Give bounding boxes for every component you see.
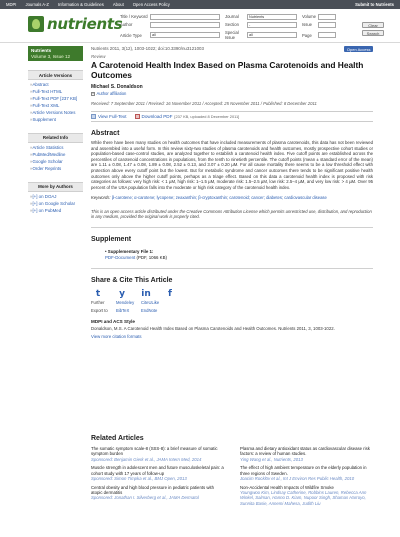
- sidebar-journal-name: Nutrients: [31, 48, 52, 53]
- publication-dates: Received: 7 September 2011 / Revised: 16 November 2011 / Accepted: 25 November 2011 / Published: 8 December 2011: [91, 101, 317, 106]
- submit-link[interactable]: Submit to Nutrients: [355, 2, 394, 7]
- search-label-special-issue: Special Issue: [225, 30, 239, 40]
- abstract-text: While there have been many studies on health outcomes that have included measurements of plasma carotenoids, this data has not been reviewed and assembled into a useful form. In this review sixty-two studies of plasma carotenoids and health outcomes, mostly prospective cohort studies or population-based case-control studies, are analyzed together to establish a carotenoid health index. Five cutoff points are established across the percentiles of carotenoid concentrations in populations, from the tenth to ninetieth percentile. The cutoff points (mean ± standard error of the mean) are 1.11 ± 0.08, 1.47 ± 0.08, 1.89 ± 0.08, 2.52 ± 0.13, and 3.07 ± 0.20 µM. For all cause mortality there seems to be a low threshold effect with protection above every cutoff point but the lowest. But for metabolic syndrome and cancer outcomes there tends to be significant positive health outcomes only above the higher cutoff points, perhaps as a triage effect. Based on this data a carotenoid health index is proposed with risk categories as follows: very high risk: < 1 µM, high risk: 1–1.5 µM, moderate risk: 1.5–2.5 µM, low risk: 2.5–4 µM, and very low risk: > 4 µM. Over 95 percent of the USA population falls into the moderate or high risk category of the carotenoid health index.: [91, 140, 373, 190]
- volume-input[interactable]: [318, 14, 336, 20]
- sidebar-item-pubmed[interactable]: » PubMed/Medline: [28, 152, 83, 159]
- search-button[interactable]: Search: [362, 30, 384, 36]
- clear-button[interactable]: Clear: [362, 22, 384, 28]
- title-keyword-input[interactable]: [150, 14, 220, 20]
- endnote-link[interactable]: EndNote: [141, 307, 158, 313]
- abstract-heading: Abstract: [91, 130, 120, 137]
- related-column-right: [240, 446, 373, 509]
- article-title: A Carotenoid Health Index Based on Plasma Carotenoids and Health Outcomes: [91, 60, 364, 80]
- related-article-item[interactable]: [91, 465, 224, 481]
- search-label-page: Page: [302, 32, 312, 38]
- nav-mdpi[interactable]: MDPI: [6, 2, 17, 7]
- related-column-left: [91, 446, 224, 509]
- supplement-pdf-link[interactable]: PDF-Document: [105, 254, 136, 260]
- special-issue-select[interactable]: all: [247, 32, 297, 38]
- journal-issue-box[interactable]: [28, 46, 83, 61]
- related-article-source: Ying Wang et al., Nutrients, 2013: [240, 456, 303, 462]
- further-label: Further: [91, 299, 105, 305]
- nav-open-access[interactable]: Open Access Policy: [132, 2, 170, 7]
- supplement-item: [105, 249, 373, 261]
- keywords-label: Keywords:: [91, 195, 111, 201]
- sidebar-item-fulltext-pdf[interactable]: » Full-Text PDF [237 KB]: [28, 96, 83, 103]
- related-article-source: Sponsored: Simon Timpka et al., BMJ Open, 2013: [91, 475, 187, 481]
- export-row: [91, 308, 373, 313]
- keywords: [91, 195, 373, 200]
- search-label-title: Title / Keyword: [120, 14, 148, 20]
- related-articles: [91, 435, 373, 509]
- sidebar-item-fulltext-xml[interactable]: » Full-Text XML: [28, 103, 83, 110]
- author-name[interactable]: Michael S. Donaldson: [91, 84, 143, 90]
- journal-select[interactable]: Nutrients: [247, 14, 297, 20]
- related-article-title: Plasma and dietary antioxidant status as cardiovascular disease risk factors: a review of human studies.: [240, 446, 370, 457]
- sidebar-item-google-scholar[interactable]: » Google Scholar: [28, 159, 83, 166]
- share-icons: [93, 289, 373, 299]
- top-nav-bar: [0, 0, 400, 9]
- affiliation-label: Author affiliation: [96, 91, 127, 96]
- keywords-links[interactable]: β-carotene; α-carotene; lycopene; zeaxanthin; β-cryptoxanthin; carotenoid; cancer; diabetes; cardiovascular disease: [111, 195, 327, 201]
- download-pdf-label: Download PDF: [141, 114, 173, 119]
- more-citation-formats-link[interactable]: View more citation formats: [91, 333, 142, 339]
- pdf-size-note: [237 KB, uploaded 8 December 2011]: [174, 114, 240, 119]
- sidebar-item-statistics[interactable]: » Article Statistics: [28, 145, 83, 152]
- header: [0, 9, 400, 43]
- sidebar-item-fulltext-html[interactable]: » Full-Text HTML: [28, 89, 83, 96]
- article-tools: [91, 111, 373, 122]
- article-versions-section: [28, 70, 83, 124]
- related-article-source: Joacim Rocklöv et al., Int J Environ Res Public Health, 2010: [240, 475, 355, 481]
- related-article-source: Sponsored: Jonathan I. Silverberg et al., JAMA Dermatol: [91, 495, 199, 501]
- twitter-icon[interactable]: t: [95, 288, 101, 299]
- share-cite-heading: Share & Cite This Article: [91, 276, 173, 284]
- mendeley-link[interactable]: Mendeley: [116, 299, 135, 305]
- search-label-journal: Journal: [225, 14, 239, 20]
- sidebar-item-doaj[interactable]: » [+] on DOAJ: [28, 194, 83, 201]
- page-input[interactable]: [318, 32, 336, 38]
- nav-journals[interactable]: Journals A-Z: [25, 2, 49, 7]
- related-article-source: Sponsored: Benjamin Gierk et al., JAMA Intern Med, 2014: [91, 456, 202, 462]
- divider: [91, 268, 373, 269]
- nav-information[interactable]: Information & Guidelines: [57, 2, 104, 7]
- related-article-title: The effect of high ambient temperature on the elderly population in three regions of Sweden.: [240, 465, 367, 476]
- sidebar-item-abstract[interactable]: » Abstract: [28, 82, 83, 89]
- sidebar-item-authors-scholar[interactable]: » [+] on Google Scholar: [28, 201, 83, 208]
- sidebar-item-version-notes[interactable]: » Article Versions Notes: [28, 110, 83, 117]
- related-article-title: Non-Accidental Health Impacts of Wildfire Smoke: [240, 484, 334, 490]
- article-type-label: Review: [91, 54, 106, 59]
- article-type-select[interactable]: all: [150, 32, 220, 38]
- more-by-authors-section: [28, 182, 83, 215]
- top-nav: [6, 2, 170, 7]
- article-versions-heading: Article Versions: [28, 70, 83, 80]
- expand-icon: +: [92, 92, 95, 96]
- citation-style-heading: MDPI and ACS Style: [91, 318, 135, 324]
- related-info-heading: Related Info: [28, 133, 83, 143]
- related-info-section: [28, 133, 83, 173]
- logo-icon: [28, 16, 44, 32]
- pdf-icon: [135, 114, 140, 119]
- related-article-item[interactable]: [240, 485, 373, 506]
- section-select[interactable]: -: [247, 22, 297, 28]
- search-label-volume: Volume: [302, 14, 316, 20]
- nav-about[interactable]: About: [112, 2, 124, 7]
- license-text: This is an open access article distributed under the Creative Commons Attribution License which permits unrestricted use, distribution, and reproduction in any medium, provided the original work is properly cited.: [91, 208, 372, 220]
- search-label-author: Author: [120, 22, 133, 28]
- supplement-size: (PDF, 1066 KB): [136, 254, 168, 260]
- view-fulltext-label: View Full-Text: [98, 114, 127, 119]
- sidebar-item-order-reprints[interactable]: » Order Reprints: [28, 166, 83, 173]
- search-form: [120, 13, 390, 41]
- author-input[interactable]: [150, 22, 220, 28]
- left-sidebar: [28, 46, 83, 215]
- search-label-issue: Issue: [302, 22, 313, 28]
- related-article-item[interactable]: [91, 446, 224, 462]
- facebook-icon[interactable]: f: [168, 288, 172, 299]
- google-plus-icon[interactable]: y: [119, 288, 125, 299]
- logo-text: nutrients: [47, 15, 123, 33]
- sidebar-item-supplement[interactable]: » Supplement: [28, 117, 83, 124]
- issue-input[interactable]: [318, 22, 336, 28]
- further-row: [91, 300, 373, 305]
- citation-line: Nutrients 2011, 3(12), 1003-1022; doi:10.3390/nu3121003: [91, 46, 204, 51]
- related-article-source: Youngwoo Kim, Lindsay Catherine, Robbins Lauren, Rebecca Ann Winkel, Salman, Hanno D. Kiam, Nupoor Singh, Shamas Harroyo, Sunnita Basie, Annemi Mahesa, Judith Liu: [240, 490, 367, 506]
- related-article-item[interactable]: [240, 446, 373, 462]
- related-article-item[interactable]: [91, 485, 224, 501]
- linkedin-icon[interactable]: in: [141, 288, 151, 299]
- sidebar-item-authors-pubmed[interactable]: » [+] on PubMed: [28, 208, 83, 215]
- author-affiliation-toggle[interactable]: [91, 91, 373, 96]
- open-access-badge: Open Access: [344, 46, 373, 52]
- related-article-title: Muscle strength in adolescent men and future musculoskeletal pain: a cohort study with 17 years of follow-up: [91, 465, 224, 476]
- supplement-file-label: • Supplementary File 1:: [105, 249, 373, 255]
- related-article-title: The somatic symptom scale-8 (SSS-8): a brief measure of somatic symptom burden: [91, 446, 218, 457]
- related-articles-heading: Related Articles: [91, 435, 144, 442]
- supplement-heading: Supplement: [91, 235, 132, 243]
- search-label-section: Section: [225, 22, 239, 28]
- bibtex-link[interactable]: BibTeX: [116, 307, 130, 313]
- search-label-article-type: Article Type: [120, 32, 142, 38]
- citeulike-link[interactable]: CiteULike: [141, 299, 160, 305]
- journal-logo[interactable]: [28, 15, 122, 33]
- related-article-title: Central obesity and high blood pressure in pediatric patients with atopic dermatitis: [91, 484, 215, 496]
- sidebar-volume: Volume 3, Issue 12: [31, 53, 71, 59]
- related-article-item[interactable]: [240, 465, 373, 481]
- export-label: Export to: [91, 307, 108, 313]
- document-icon: [91, 114, 96, 119]
- divider: [91, 227, 373, 228]
- more-by-authors-heading: More by Authors: [28, 182, 83, 192]
- download-pdf-button[interactable]: [135, 114, 240, 119]
- citation-text: Donaldson, M.S. A Carotenoid Health Index Based on Plasma Carotenoids and Health Outcomes. Nutrients 2011, 3, 1003-1022.: [91, 325, 335, 331]
- article-main: [91, 46, 373, 339]
- view-fulltext-button[interactable]: [91, 114, 127, 119]
